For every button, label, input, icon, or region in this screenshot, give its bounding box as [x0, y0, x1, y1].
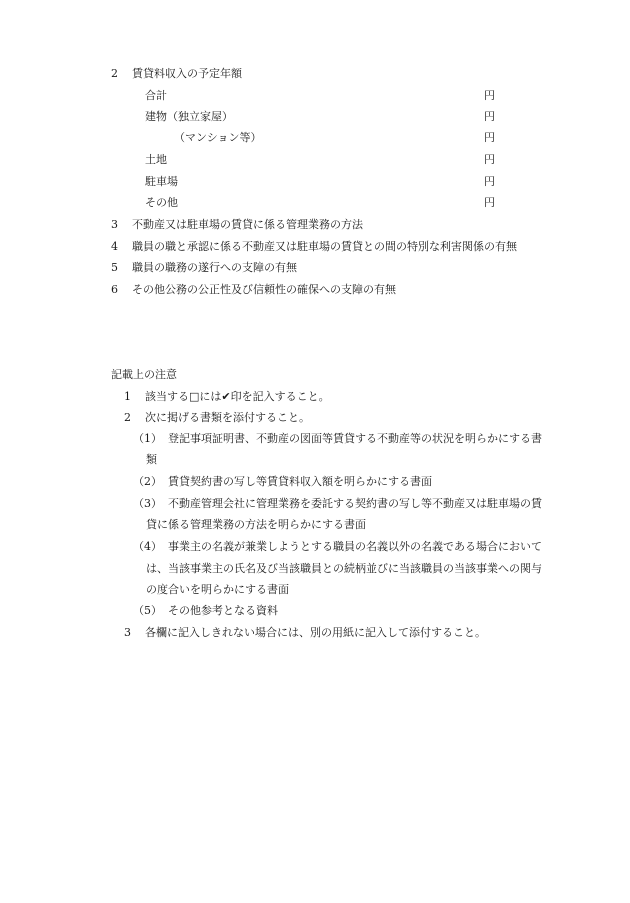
note-2-number: 2: [124, 411, 131, 424]
section-2-number: 2: [111, 67, 118, 80]
section-2-heading: 賃貸料収入の予定年額: [132, 67, 242, 80]
sub-1-line-1: 登記事項証明書、不動産の図面等賃貸する不動産等の状況を明らかにする書: [168, 432, 542, 445]
sub-2-line-1: 賃貸契約書の写し等賃貸料収入額を明らかにする書面: [168, 475, 432, 488]
note-3-number: 3: [124, 626, 131, 639]
sub-4-line-3: の度合いを明らかにする書面: [146, 583, 289, 596]
sub-3-number: （3）: [133, 497, 162, 510]
notes-title: 記載上の注意: [111, 368, 177, 381]
row-unit-other: 円: [484, 196, 495, 209]
row-label-total: 合計: [145, 89, 167, 102]
row-unit-building-mansion: 円: [484, 131, 495, 144]
sub-1-line-2: 類: [146, 453, 157, 466]
sub-2-number: （2）: [133, 475, 162, 488]
note-2-text: 次に掲げる書類を添付すること。: [145, 411, 310, 424]
item-3-number: 3: [111, 218, 118, 231]
row-unit-land: 円: [484, 153, 495, 166]
sub-1-number: （1）: [133, 432, 162, 445]
sub-5-line-1: その他参考となる資料: [168, 604, 278, 617]
note-1-text: 該当する□には✔印を記入すること。: [145, 390, 330, 403]
item-5-number: 5: [111, 261, 118, 274]
sub-4-number: （4）: [133, 540, 162, 553]
note-3-text: 各欄に記入しきれない場合には、別の用紙に記入して添付すること。: [145, 626, 486, 639]
sub-4-line-2: は、当該事業主の氏名及び当該職員との続柄並びに当該職員の当該事業への関与: [146, 562, 542, 575]
item-3-text: 不動産又は駐車場の賃貸に係る管理業務の方法: [132, 218, 363, 231]
sub-3-line-1: 不動産管理会社に管理業務を委託する契約書の写し等不動産又は駐車場の賃: [168, 497, 542, 510]
row-unit-total: 円: [484, 89, 495, 102]
sub-4-line-1: 事業主の名義が兼業しようとする職員の名義以外の名義である場合において: [168, 540, 542, 553]
row-label-building-mansion: （マンション等）: [174, 131, 262, 144]
sub-3-line-2: 貸に係る管理業務の方法を明らかにする書面: [146, 518, 366, 531]
row-label-land: 土地: [145, 153, 167, 166]
row-label-building-detached: 建物（独立家屋）: [145, 110, 233, 123]
item-5-text: 職員の職務の遂行への支障の有無: [132, 261, 297, 274]
sub-5-number: （5）: [133, 604, 162, 617]
row-label-parking: 駐車場: [145, 175, 178, 188]
row-unit-building-detached: 円: [484, 110, 495, 123]
item-4-number: 4: [111, 240, 118, 253]
item-6-number: 6: [111, 283, 118, 296]
item-4-text: 職員の職と承認に係る不動産又は駐車場の賃貸との間の特別な利害関係の有無: [132, 240, 517, 253]
note-1-number: 1: [124, 390, 131, 403]
item-6-text: その他公務の公正性及び信頼性の確保への支障の有無: [132, 283, 396, 296]
row-label-other: その他: [145, 196, 178, 209]
row-unit-parking: 円: [484, 175, 495, 188]
